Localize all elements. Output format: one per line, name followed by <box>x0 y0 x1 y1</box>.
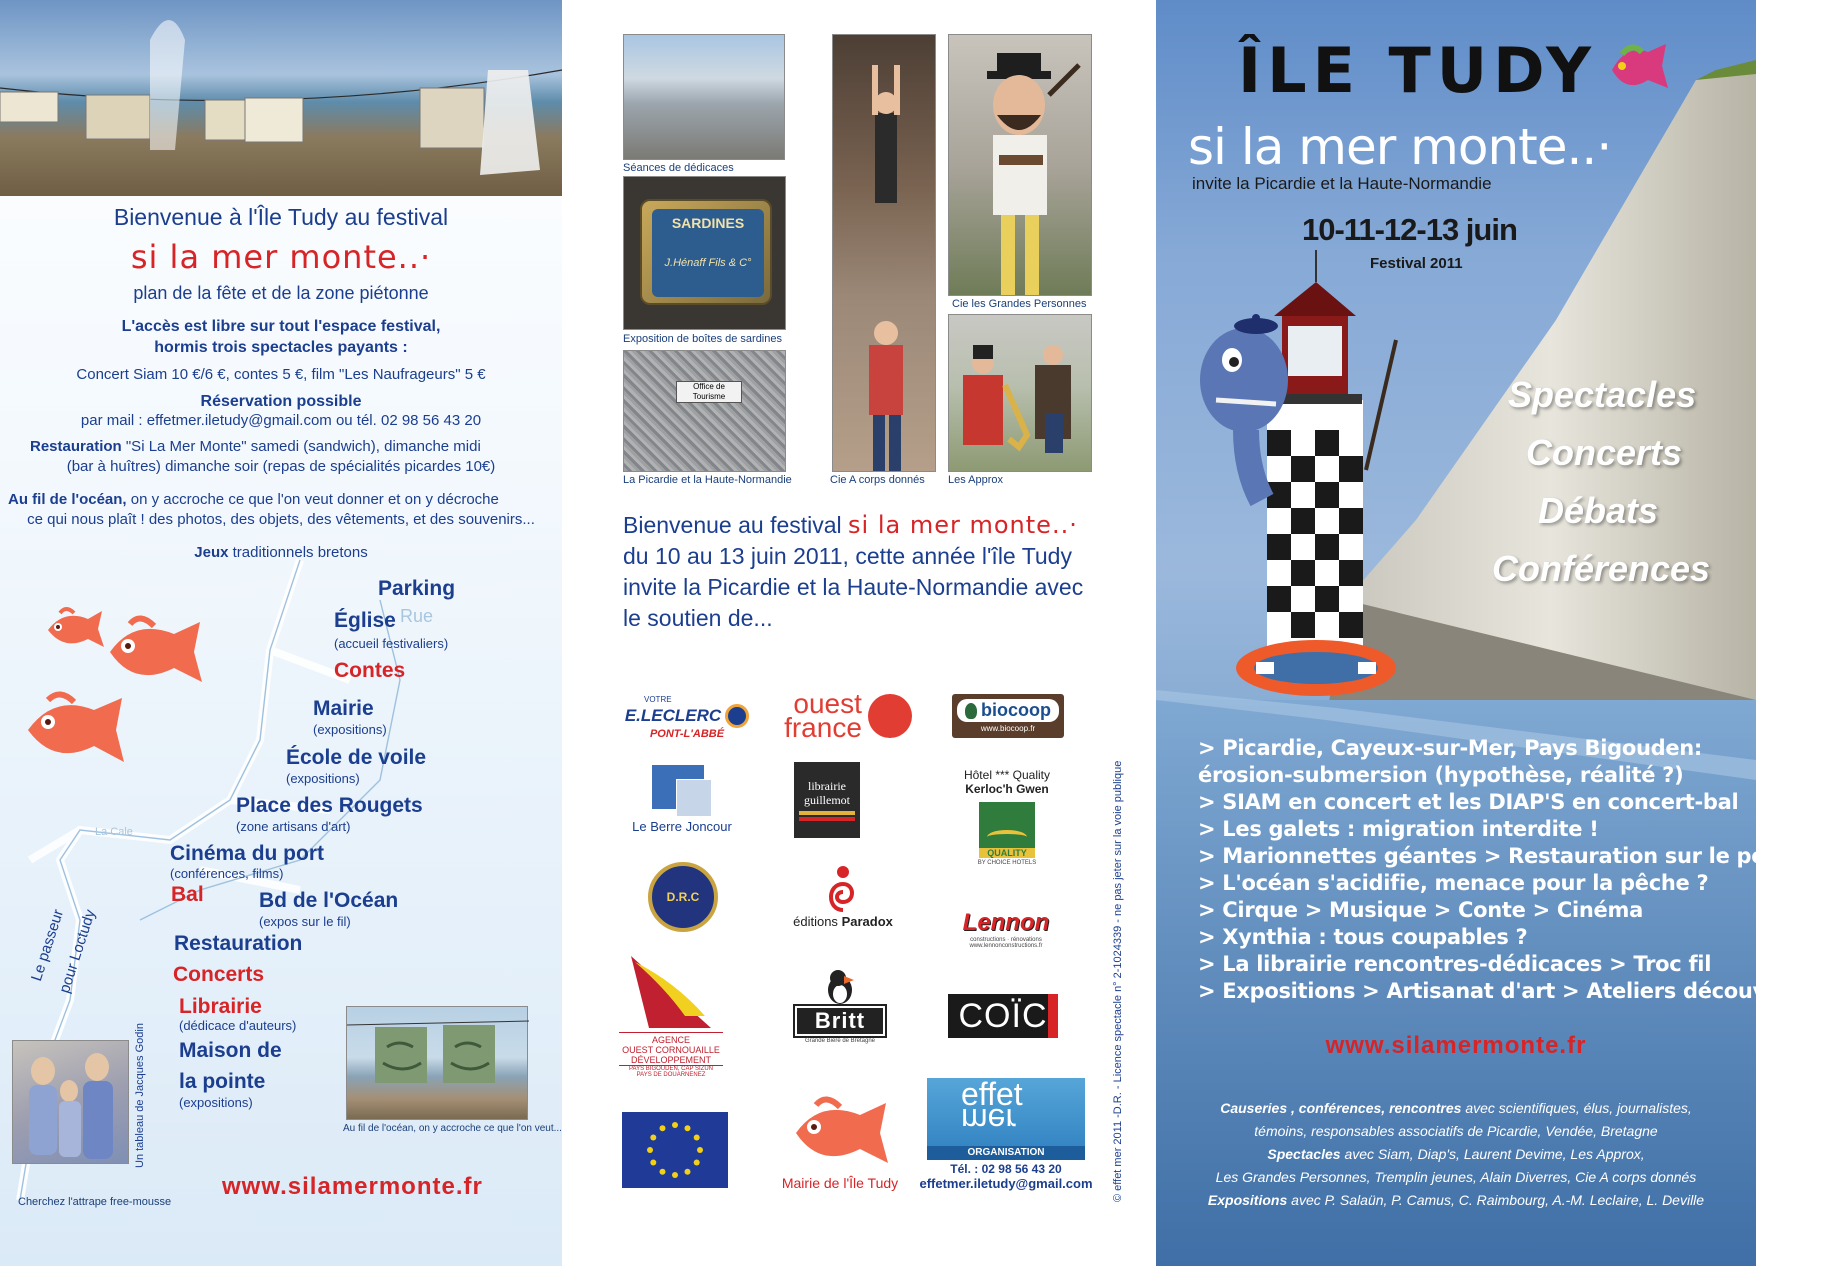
ocean-line-masks <box>347 1007 529 1121</box>
agence-text-2: OUEST CORNOUAILLE <box>622 1045 720 1055</box>
mairie-name: Mairie de l'Île Tudy <box>781 1175 899 1191</box>
map-contes: Contes <box>334 659 406 682</box>
highlight-concerts: Concerts <box>1526 432 1683 473</box>
map-street-rue: Rue <box>400 606 434 626</box>
access-line-2: hormis trois spectacles payants : <box>154 339 408 356</box>
effet-tel: Tél. : 02 98 56 43 20 <box>950 1162 1062 1176</box>
ocean-line-photo-caption: Au fil de l'océan, on y accroche ce que l'on veut... <box>343 1123 562 1134</box>
access-line-1: L'accès est libre sur tout l'espace festival, <box>121 318 441 335</box>
sardine-tin-title: SARDINES <box>671 215 745 231</box>
france-text: france <box>784 712 862 743</box>
photo-sardines-tin <box>623 176 786 330</box>
causeries-line-2: témoins, responsables associatifs de Picardie, Vendée, Bretagne <box>1254 1123 1658 1139</box>
bullet-item-4: > Les galets : migration interdite ! <box>1198 817 1599 841</box>
logo-britt <box>772 962 908 1048</box>
paradox-editions: éditions <box>793 913 838 929</box>
leclerc-top-text: VOTRE <box>644 694 672 704</box>
bullet-item-5: > Marionnettes géantes > Restauration sur le port <box>1198 844 1786 868</box>
causeries-line-1 <box>1156 1100 1756 1116</box>
biocoop-name: biocoop <box>981 700 1051 720</box>
right-website-link[interactable]: www.silamermonte.fr <box>1325 1032 1587 1059</box>
logo-ouest-france <box>768 688 928 744</box>
photo-approx <box>948 314 1092 472</box>
legal-vertical-text: © effet mer 2011 -D.R. - Licence spectacle n° 2-1024339 - ne pas jeter sur la voie publique <box>1112 760 1124 1202</box>
causeries-detail: avec scientifiques, élus, journalistes, <box>1465 1100 1692 1116</box>
leclerc-logo-icon <box>725 704 749 728</box>
right-festival-name: si la mer monte..· <box>1188 118 1612 176</box>
restauration-line-1 <box>30 438 481 455</box>
painting-caption: Un tableau de Jacques Godin <box>134 1023 146 1168</box>
map-place-rougets: Place des Rougets <box>236 794 423 817</box>
fish-illustration-1 <box>44 605 106 655</box>
effet-word: effet <box>961 1076 1023 1112</box>
lennon-url: www.lennonconstructions.fr <box>969 943 1043 949</box>
right-panel <box>1156 0 1826 1266</box>
coic-name: COÏC <box>958 996 1048 1035</box>
logo-agence-ouest-cornouaille <box>616 952 726 1088</box>
biocoop-url: www.biocoop.fr <box>980 724 1036 733</box>
expos-detail: avec P. Salaün, P. Camus, C. Raimbourg, A.-M. Leclaire, L. Deville <box>1291 1192 1705 1208</box>
logo-editions-paradox <box>768 856 918 936</box>
librairie-text-2: guillemot <box>804 793 850 807</box>
festival-name-logo: si la mer monte..· <box>130 238 432 276</box>
prices-line: Concert Siam 10 €/6 €, contes 5 €, film "Les Naufrageurs" 5 € <box>76 366 486 383</box>
map-eglise: Église <box>334 609 396 632</box>
tourism-sign: Office de Tourisme <box>676 381 742 403</box>
map-librairie: Librairie <box>179 995 262 1018</box>
logo-coic <box>948 994 1058 1038</box>
expos-line <box>1156 1192 1756 1208</box>
passeur-line-1: Le passeur <box>28 907 68 984</box>
puffin-icon <box>820 966 860 1006</box>
bullet-item-9: > La librairie rencontres-dédicaces > Troc fil <box>1198 952 1712 976</box>
title-ile-tudy: ÎLE TUDY <box>1238 34 1597 107</box>
logo-effet-mer <box>919 1076 1093 1198</box>
bullet-item-10: > Expositions > Artisanat d'art > Ateliers découvertes <box>1198 979 1826 1003</box>
clothesline-beach-photo <box>0 0 562 196</box>
mer-word: mer <box>961 1102 1017 1138</box>
photo-dedicaces <box>623 34 785 160</box>
effet-organisation: ORGANISATION <box>927 1146 1085 1160</box>
logo-mairie-ile-tudy <box>760 1084 920 1198</box>
ocean-detail-1: on y accroche ce que l'on veut donner et on y décroche <box>130 491 499 508</box>
map-maison-line2: la pointe <box>179 1070 266 1093</box>
corner-festival-logo <box>1612 44 1668 88</box>
restauration-label: Restauration <box>30 438 122 455</box>
map-mairie: Mairie <box>313 697 374 720</box>
acrobat-figures <box>833 35 937 473</box>
bullet-item-7: > Cirque > Musique > Conte > Cinéma <box>1198 898 1643 922</box>
ouest-text: ouest <box>793 688 862 719</box>
intro-welcome: Bienvenue au festival <box>623 512 842 538</box>
quality-label: QUALITY <box>979 848 1035 858</box>
berre-name: Le Berre Joncour <box>632 818 732 834</box>
map-place-rougets-sub: (zone artisans d'art) <box>236 819 351 834</box>
caption-grandes: Cie les Grandes Personnes <box>952 298 1087 310</box>
paradox-line <box>793 914 893 929</box>
map-bd-ocean-sub: (expos sur le fil) <box>259 914 351 929</box>
logo-librairie-guillemot <box>794 762 860 838</box>
intro-festival-name: si la mer monte..· <box>848 511 1078 539</box>
logo-drc <box>646 860 720 934</box>
reservation-line: par mail : effetmer.iletudy@gmail.com ou tél. 02 98 56 43 20 <box>80 412 482 429</box>
giant-puppet <box>949 35 1093 297</box>
agence-sail-icon <box>625 952 717 1032</box>
map-maison-sub: (expositions) <box>179 1095 253 1110</box>
berre-squares-icon <box>652 765 712 817</box>
bullet-item-6: > L'océan s'acidifie, menace pour la pêche ? <box>1198 871 1709 895</box>
highlight-conferences: Conférences <box>1492 548 1711 589</box>
plan-subtitle: plan de la fête et de la zone piétonne <box>133 283 429 303</box>
intro-line-1 <box>623 511 1078 539</box>
spectacles-line-1 <box>1156 1146 1756 1162</box>
middle-panel <box>562 0 1156 1266</box>
highlight-debats: Débats <box>1538 490 1659 531</box>
caption-approx: Les Approx <box>948 474 1004 486</box>
jeux-detail: traditionnels bretons <box>232 544 368 561</box>
logo-european-union <box>622 1112 728 1188</box>
map-bal: Bal <box>171 883 204 906</box>
britt-name: Britt <box>795 1006 885 1036</box>
agence-text-3: DÉVELOPPEMENT <box>619 1055 723 1066</box>
caption-picardie: La Picardie et la Haute-Normandie <box>623 474 792 486</box>
agence-text-1: AGENCE <box>619 1032 723 1045</box>
painting-caption-bottom: Cherchez l'attrape free-mousse <box>18 1196 172 1208</box>
bullet-item-1: > Picardie, Cayeux-sur-Mer, Pays Bigouden: <box>1198 736 1703 760</box>
leclerc-sub: PONT-L'ABBÉ <box>649 727 725 740</box>
logo-hotel-quality <box>942 764 1072 870</box>
map-ecole-voile-sub: (expositions) <box>286 771 360 786</box>
approx-musicians <box>949 315 1093 473</box>
map-eglise-sub: (accueil festivaliers) <box>334 636 449 651</box>
hotel-line-2: Kerloc'h Gwen <box>965 782 1049 796</box>
effet-mer-block <box>927 1078 1085 1160</box>
effet-mail: effetmer.iletudy@gmail.com <box>919 1176 1093 1191</box>
map-librairie-sub: (dédicace d'auteurs) <box>179 1018 297 1033</box>
sardine-tin-brand: J.Hénaff Fils & C° <box>664 257 752 269</box>
logo-biocoop <box>952 694 1064 738</box>
map-ecole-voile: École de voile <box>286 746 427 769</box>
quality-sub: BY CHOICE HOTELS <box>977 860 1037 866</box>
map-bd-ocean: Bd de l'Océan <box>259 889 399 912</box>
welcome-heading: Bienvenue à l'Île Tudy au festival <box>113 204 449 230</box>
map-cinema: Cinéma du port <box>170 842 325 865</box>
leclerc-name: E.LECLERC <box>624 705 722 725</box>
map-parking: Parking <box>378 577 456 600</box>
hotel-line-1: Hôtel *** Quality <box>963 768 1051 782</box>
paradox-name: Paradox <box>841 913 893 929</box>
right-festival-year: Festival 2011 <box>1370 255 1463 272</box>
sardine-tin <box>640 199 772 305</box>
reservation-title: Réservation possible <box>200 393 362 410</box>
sardine-tin-label <box>652 209 764 297</box>
logo-leclerc <box>622 696 752 738</box>
lennon-sub: constructions · rénovations <box>970 937 1042 943</box>
spectacles-detail: avec Siam, Diap's, Laurent Devime, Les Approx, <box>1344 1146 1645 1162</box>
ocean-label: Au fil de l'océan, <box>8 491 127 508</box>
map-maison-line1: Maison de <box>179 1039 282 1062</box>
biocoop-leaf-icon <box>965 703 977 719</box>
expos-label: Expositions <box>1207 1192 1288 1208</box>
photo-tourism-sign <box>623 350 786 472</box>
logo-lennon <box>944 902 1068 956</box>
map-concerts: Concerts <box>173 963 265 986</box>
map-restauration: Restauration <box>174 932 303 955</box>
lennon-name: Lennon <box>962 909 1050 936</box>
logo-le-berre-joncour <box>622 764 742 834</box>
intro-line-2: du 10 au 13 juin 2011, cette année l'île Tudy <box>623 543 1072 569</box>
painting-figures <box>13 1041 130 1165</box>
drc-seal: D.R.C <box>648 862 718 932</box>
librairie-text-1: librairie <box>808 779 846 793</box>
bullet-item-3: > SIAM en concert et les DIAP'S en concert-bal <box>1198 790 1739 814</box>
map-street-la-cale: La Cale <box>95 826 133 838</box>
agence-text-5: PAYS DE DOUARNENEZ <box>636 1072 706 1078</box>
britt-sub: Grande Bière de Bretagne <box>804 1038 876 1044</box>
fish-illustration-3 <box>22 688 126 770</box>
ouest-france-logo-icon <box>868 694 912 738</box>
photo-grandes-personnes <box>948 34 1092 296</box>
mairie-fish-icon <box>790 1091 890 1175</box>
agence-text-4: PAYS BIGOUDEN, CAP SIZUN <box>628 1066 714 1072</box>
eu-stars-icon <box>640 1115 710 1185</box>
ocean-line-1 <box>8 491 499 508</box>
caption-corps: Cie A corps donnés <box>830 474 925 486</box>
intro-line-3: invite la Picardie et la Haute-Normandie avec <box>623 574 1084 600</box>
jeux-line <box>0 544 562 561</box>
jeux-label: Jeux <box>194 544 229 561</box>
map-cinema-sub: (conférences, films) <box>170 866 284 881</box>
intro-line-4: le soutien de... <box>623 605 773 631</box>
spectacles-line-2: Les Grandes Personnes, Tremplin jeunes, Alain Diverres, Cie A corps donnés <box>1215 1169 1697 1185</box>
restauration-detail-1: "Si La Mer Monte" samedi (sandwich), dimanche midi <box>125 438 481 455</box>
fish-illustration-2 <box>104 612 204 692</box>
right-invite-line: invite la Picardie et la Haute-Normandie <box>1192 174 1492 193</box>
left-website-link[interactable]: www.silamermonte.fr <box>222 1173 483 1200</box>
passeur-line-2: pour Loctudy <box>56 907 99 996</box>
ocean-line-photo <box>346 1006 528 1120</box>
restauration-line-2: (bar à huîtres) dimanche soir (repas de spécialités picardes 10€) <box>66 458 496 475</box>
bullet-item-2: érosion-submersion (hypothèse, réalité ?) <box>1198 763 1684 787</box>
ocean-line-2: ce qui nous plaît ! des photos, des objets, des vêtements, et des souvenirs... <box>27 511 535 528</box>
caption-dedicaces: Séances de dédicaces <box>623 162 734 174</box>
clothesline-drawing <box>0 0 562 196</box>
left-panel <box>0 0 562 1266</box>
causeries-label: Causeries , conférences, rencontres <box>1220 1100 1462 1116</box>
quality-badge <box>979 802 1035 858</box>
map-mairie-sub: (expositions) <box>313 722 387 737</box>
spectacles-label: Spectacles <box>1267 1146 1341 1162</box>
bullet-item-8: > Xynthia : tous coupables ? <box>1198 925 1528 949</box>
caption-sardines: Exposition de boîtes de sardines <box>623 333 782 345</box>
photo-acrobats <box>832 34 936 472</box>
paradox-spiral-icon <box>823 864 863 914</box>
highlight-spectacles: Spectacles <box>1508 374 1697 415</box>
right-dates: 10-11-12-13 juin <box>1302 212 1517 247</box>
painting-photo <box>12 1040 129 1164</box>
